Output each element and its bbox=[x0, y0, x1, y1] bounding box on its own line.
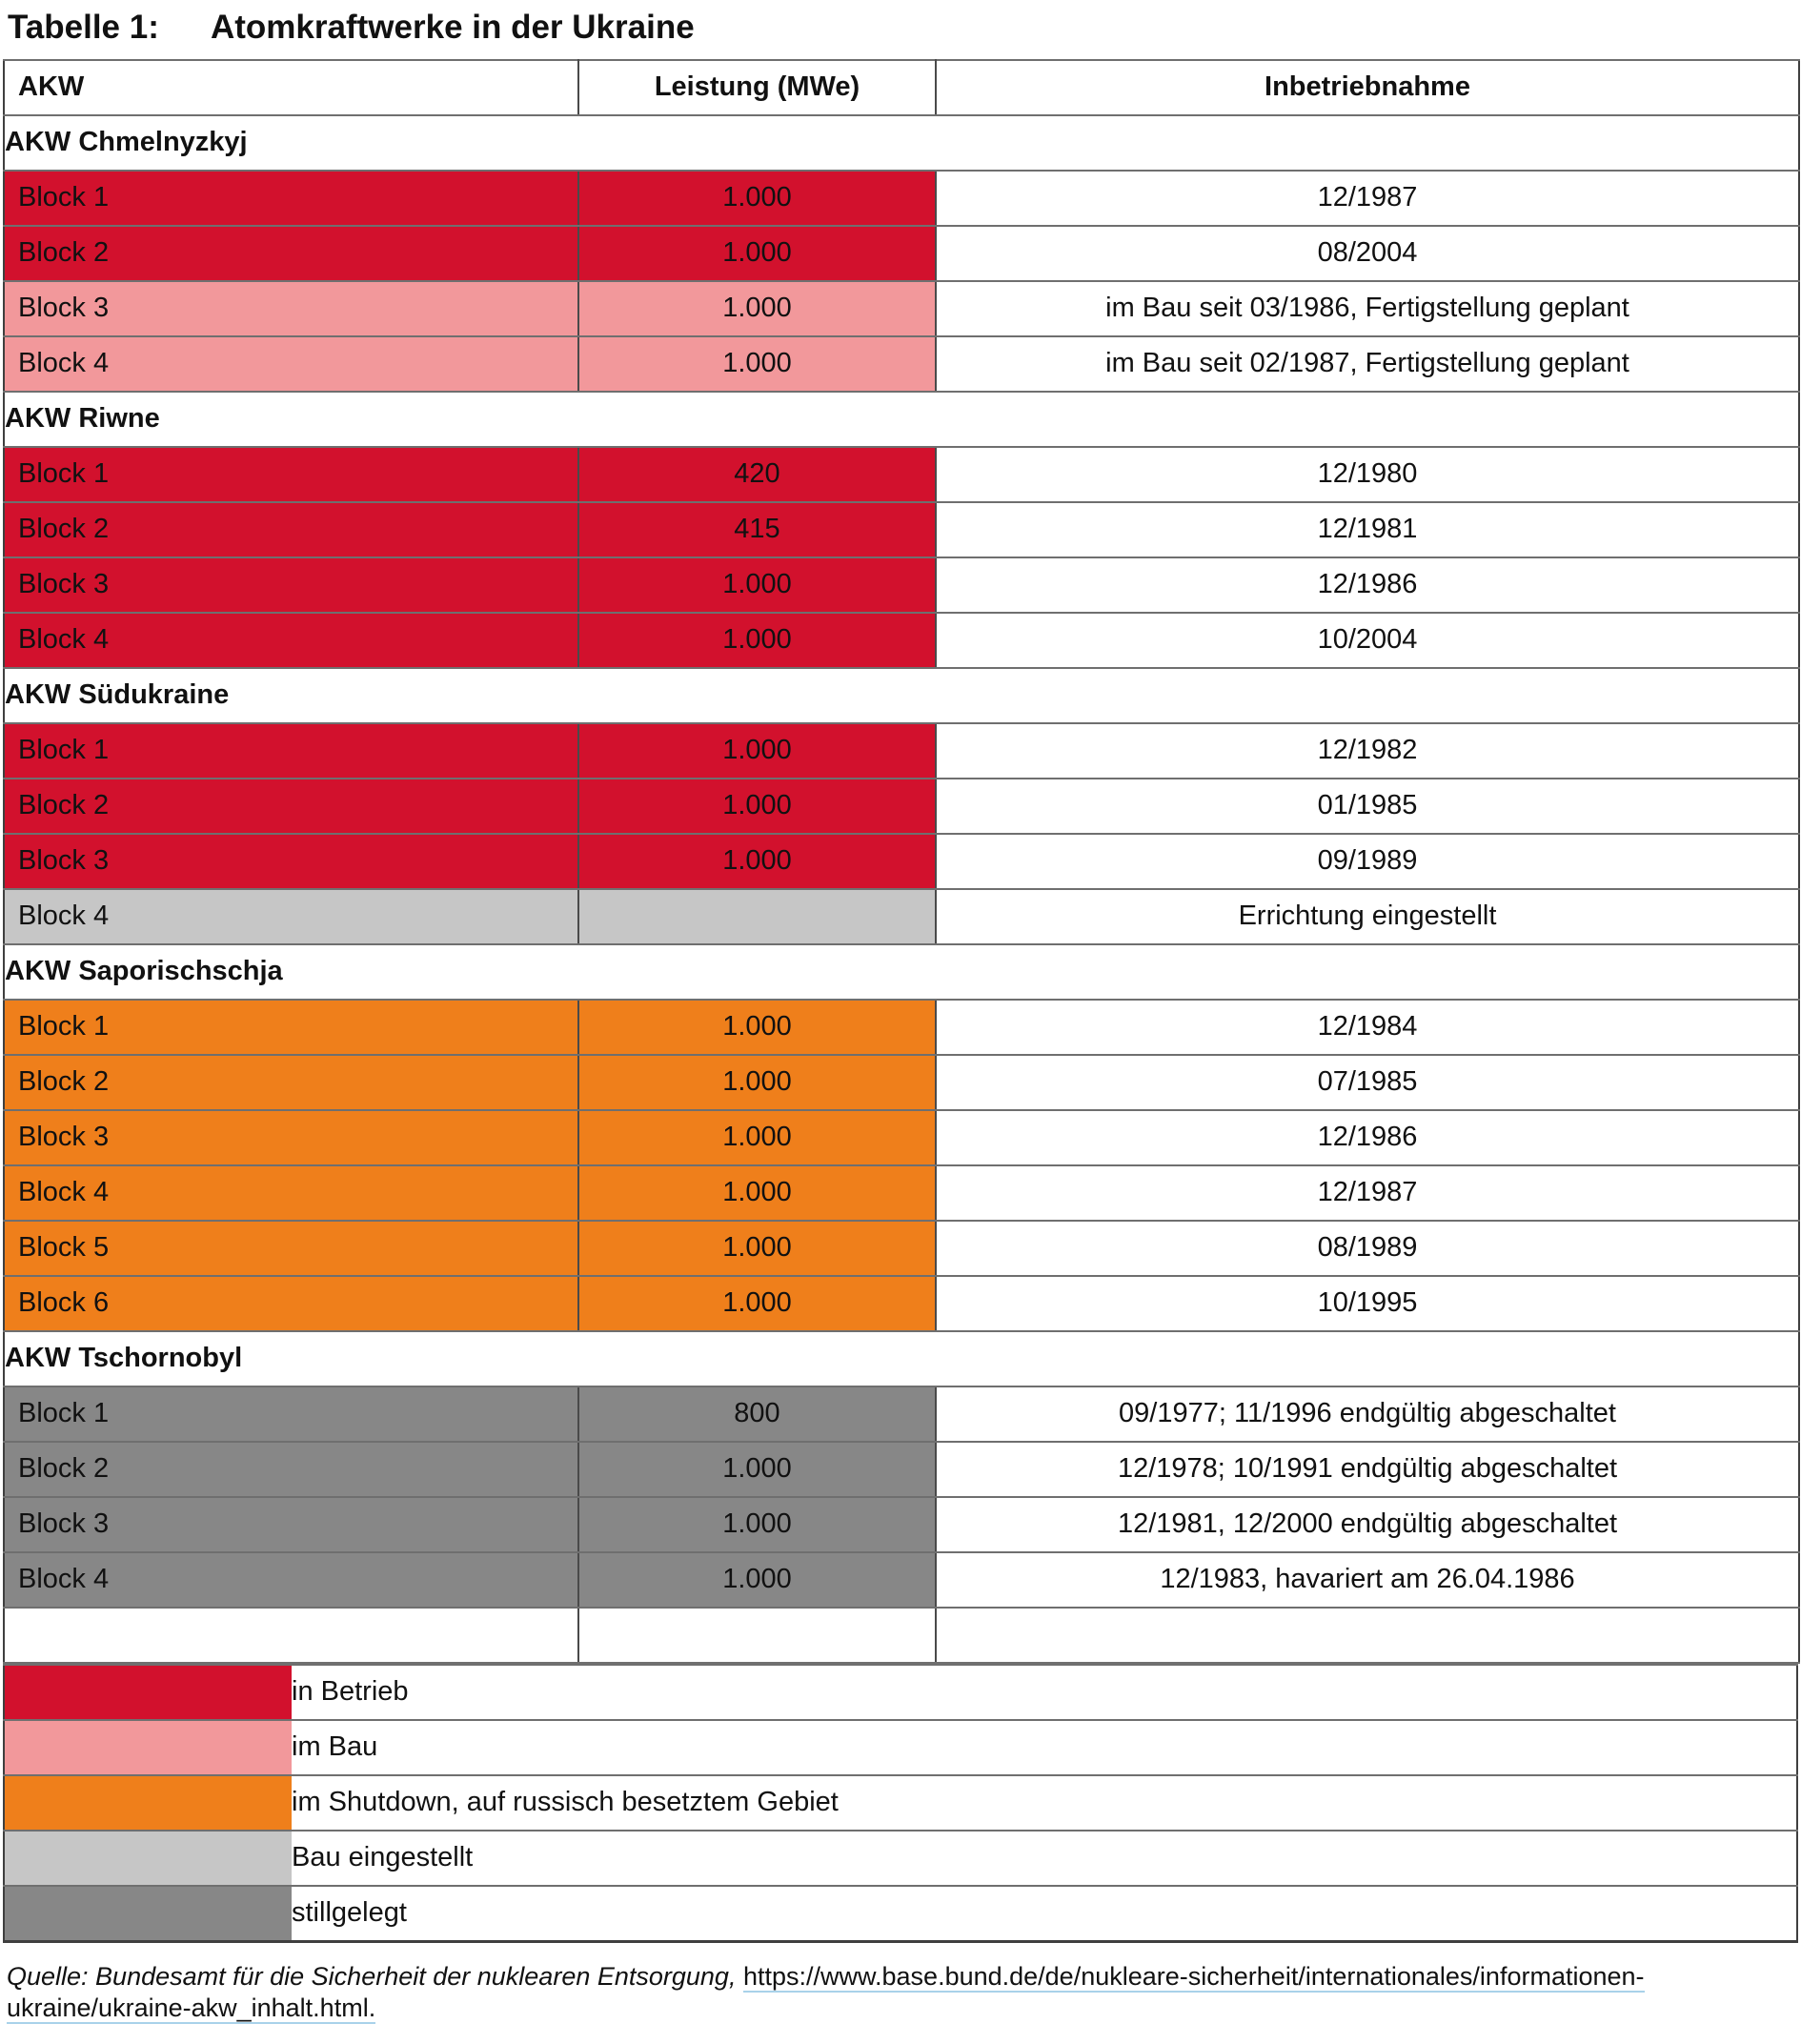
section-title: AKW Südukraine bbox=[4, 668, 1799, 723]
legend-color-swatch bbox=[4, 1665, 292, 1720]
header-row bbox=[4, 60, 1799, 115]
inbetriebnahme-cell: 12/1984 bbox=[936, 1000, 1799, 1055]
leistung-cell: 1.000 bbox=[578, 171, 936, 226]
legend bbox=[3, 1664, 1798, 1943]
inbetriebnahme-cell: im Bau seit 02/1987, Fertigstellung geplant bbox=[936, 336, 1799, 392]
table-row bbox=[4, 281, 1799, 336]
block-name-cell: Block 6 bbox=[4, 1276, 578, 1331]
table-row bbox=[4, 226, 1799, 281]
table-row bbox=[4, 1386, 1799, 1442]
leistung-cell: 1.000 bbox=[578, 557, 936, 613]
leistung-cell: 415 bbox=[578, 502, 936, 557]
section-title: AKW Saporischschja bbox=[4, 944, 1799, 1000]
block-name-cell: Block 2 bbox=[4, 226, 578, 281]
legend-color-swatch bbox=[4, 1886, 292, 1942]
table-row bbox=[4, 834, 1799, 889]
leistung-cell: 1.000 bbox=[578, 1497, 936, 1552]
section-row bbox=[4, 944, 1799, 1000]
legend-color-swatch bbox=[4, 1775, 292, 1831]
leistung-cell: 420 bbox=[578, 447, 936, 502]
inbetriebnahme-cell: 01/1985 bbox=[936, 779, 1799, 834]
empty-row bbox=[4, 1608, 1799, 1663]
block-name-cell: Block 2 bbox=[4, 502, 578, 557]
block-name-cell: Block 1 bbox=[4, 723, 578, 779]
legend-row bbox=[4, 1665, 1797, 1720]
table-row bbox=[4, 447, 1799, 502]
inbetriebnahme-cell: 10/2004 bbox=[936, 613, 1799, 668]
legend-row bbox=[4, 1775, 1797, 1831]
inbetriebnahme-cell: 12/1980 bbox=[936, 447, 1799, 502]
table-row bbox=[4, 1276, 1799, 1331]
block-name-cell: Block 4 bbox=[4, 1165, 578, 1221]
legend-color-swatch bbox=[4, 1831, 292, 1886]
inbetriebnahme-cell: 12/1981, 12/2000 endgültig abgeschaltet bbox=[936, 1497, 1799, 1552]
section-row bbox=[4, 115, 1799, 171]
table-row bbox=[4, 1110, 1799, 1165]
inbetriebnahme-cell: 12/1982 bbox=[936, 723, 1799, 779]
block-name-cell: Block 2 bbox=[4, 779, 578, 834]
leistung-cell: 1.000 bbox=[578, 1055, 936, 1110]
leistung-cell: 1.000 bbox=[578, 1165, 936, 1221]
legend-label: im Bau bbox=[292, 1720, 1797, 1775]
leistung-cell: 1.000 bbox=[578, 1221, 936, 1276]
table-row bbox=[4, 1055, 1799, 1110]
block-name-cell: Block 1 bbox=[4, 1386, 578, 1442]
column-header-akw: AKW bbox=[4, 60, 578, 115]
table-body bbox=[4, 115, 1799, 1663]
table-row bbox=[4, 1497, 1799, 1552]
inbetriebnahme-cell: 09/1989 bbox=[936, 834, 1799, 889]
table-row bbox=[4, 502, 1799, 557]
leistung-cell: 1.000 bbox=[578, 281, 936, 336]
section-row bbox=[4, 668, 1799, 723]
section-row bbox=[4, 392, 1799, 447]
source-link[interactable]: https://www.base.bund.de/de/nukleare-sicherheit/internationales/informationen-ukraine/ukraine-akw_inhalt.html. bbox=[7, 1961, 1645, 2022]
leistung-cell: 1.000 bbox=[578, 226, 936, 281]
inbetriebnahme-cell: 12/1978; 10/1991 endgültig abgeschaltet bbox=[936, 1442, 1799, 1497]
leistung-cell: 1.000 bbox=[578, 1000, 936, 1055]
leistung-cell: 1.000 bbox=[578, 834, 936, 889]
leistung-cell: 1.000 bbox=[578, 613, 936, 668]
block-name-cell: Block 3 bbox=[4, 1110, 578, 1165]
leistung-cell: 1.000 bbox=[578, 1276, 936, 1331]
legend-row bbox=[4, 1831, 1797, 1886]
inbetriebnahme-cell: 12/1981 bbox=[936, 502, 1799, 557]
table-row bbox=[4, 1000, 1799, 1055]
inbetriebnahme-cell: 12/1986 bbox=[936, 557, 1799, 613]
table-row bbox=[4, 1442, 1799, 1497]
block-name-cell: Block 4 bbox=[4, 889, 578, 944]
inbetriebnahme-cell: 08/2004 bbox=[936, 226, 1799, 281]
inbetriebnahme-cell: 07/1985 bbox=[936, 1055, 1799, 1110]
legend-row bbox=[4, 1886, 1797, 1942]
source-note bbox=[7, 1961, 1798, 2025]
leistung-cell: 1.000 bbox=[578, 723, 936, 779]
leistung-cell: 800 bbox=[578, 1386, 936, 1442]
empty-cell bbox=[578, 1608, 936, 1663]
block-name-cell: Block 3 bbox=[4, 281, 578, 336]
table-number-label: Tabelle 1: bbox=[8, 9, 159, 46]
table-row bbox=[4, 171, 1799, 226]
block-name-cell: Block 3 bbox=[4, 834, 578, 889]
section-title: AKW Tschornobyl bbox=[4, 1331, 1799, 1386]
table-row bbox=[4, 336, 1799, 392]
leistung-cell: 1.000 bbox=[578, 1110, 936, 1165]
legend-label: im Shutdown, auf russisch besetztem Gebiet bbox=[292, 1775, 1797, 1831]
block-name-cell: Block 4 bbox=[4, 613, 578, 668]
table-row bbox=[4, 1221, 1799, 1276]
column-header-inbetriebnahme: Inbetriebnahme bbox=[936, 60, 1799, 115]
leistung-cell: 1.000 bbox=[578, 779, 936, 834]
legend-label: stillgelegt bbox=[292, 1886, 1797, 1942]
inbetriebnahme-cell: Errichtung eingestellt bbox=[936, 889, 1799, 944]
block-name-cell: Block 4 bbox=[4, 1552, 578, 1608]
block-name-cell: Block 3 bbox=[4, 1497, 578, 1552]
inbetriebnahme-cell: 09/1977; 11/1996 endgültig abgeschaltet bbox=[936, 1386, 1799, 1442]
empty-cell bbox=[936, 1608, 1799, 1663]
block-name-cell: Block 5 bbox=[4, 1221, 578, 1276]
block-name-cell: Block 1 bbox=[4, 1000, 578, 1055]
source-text: Quelle: Bundesamt für die Sicherheit der nuklearen Entsorgung, bbox=[7, 1961, 737, 1991]
page-title bbox=[3, 8, 1798, 59]
legend-row bbox=[4, 1720, 1797, 1775]
block-name-cell: Block 1 bbox=[4, 447, 578, 502]
leistung-cell: 1.000 bbox=[578, 1552, 936, 1608]
legend-label: Bau eingestellt bbox=[292, 1831, 1797, 1886]
block-name-cell: Block 4 bbox=[4, 336, 578, 392]
block-name-cell: Block 1 bbox=[4, 171, 578, 226]
legend-label: in Betrieb bbox=[292, 1665, 1797, 1720]
table-row bbox=[4, 889, 1799, 944]
table-title-text: Atomkraftwerke in der Ukraine bbox=[211, 9, 695, 46]
inbetriebnahme-cell: 08/1989 bbox=[936, 1221, 1799, 1276]
inbetriebnahme-cell: 12/1987 bbox=[936, 1165, 1799, 1221]
table-row bbox=[4, 723, 1799, 779]
inbetriebnahme-cell: 12/1983, havariert am 26.04.1986 bbox=[936, 1552, 1799, 1608]
inbetriebnahme-cell: 10/1995 bbox=[936, 1276, 1799, 1331]
inbetriebnahme-cell: 12/1986 bbox=[936, 1110, 1799, 1165]
legend-body bbox=[4, 1665, 1797, 1942]
leistung-cell: 1.000 bbox=[578, 336, 936, 392]
section-row bbox=[4, 1331, 1799, 1386]
table-row bbox=[4, 613, 1799, 668]
table-row bbox=[4, 557, 1799, 613]
section-title: AKW Chmelnyzkyj bbox=[4, 115, 1799, 171]
column-header-leistung: Leistung (MWe) bbox=[578, 60, 936, 115]
block-name-cell: Block 3 bbox=[4, 557, 578, 613]
table-row bbox=[4, 1552, 1799, 1608]
inbetriebnahme-cell: im Bau seit 03/1986, Fertigstellung geplant bbox=[936, 281, 1799, 336]
inbetriebnahme-cell: 12/1987 bbox=[936, 171, 1799, 226]
leistung-cell bbox=[578, 889, 936, 944]
empty-cell bbox=[4, 1608, 578, 1663]
block-name-cell: Block 2 bbox=[4, 1442, 578, 1497]
table-row bbox=[4, 779, 1799, 834]
section-title: AKW Riwne bbox=[4, 392, 1799, 447]
table-row bbox=[4, 1165, 1799, 1221]
akw-table bbox=[3, 59, 1800, 1664]
leistung-cell: 1.000 bbox=[578, 1442, 936, 1497]
block-name-cell: Block 2 bbox=[4, 1055, 578, 1110]
legend-color-swatch bbox=[4, 1720, 292, 1775]
